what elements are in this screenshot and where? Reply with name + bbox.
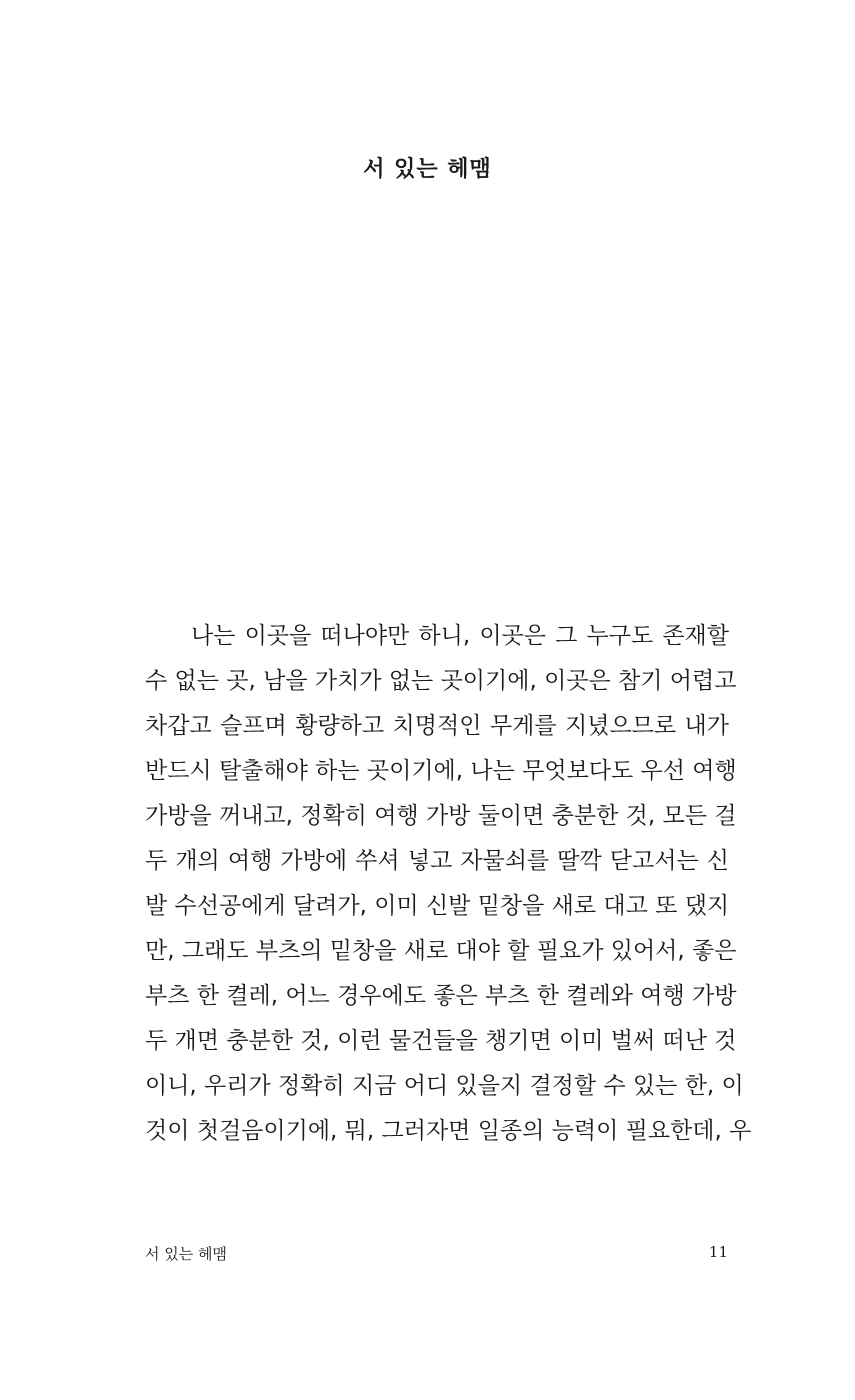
text-line: 두 개의 여행 가방에 쑤셔 넣고 자물쇠를 딸깍 닫고서는 신	[145, 848, 729, 874]
text-line: 만, 그래도 부츠의 밑창을 새로 대야 할 필요가 있어서, 좋은	[145, 938, 737, 964]
text-line: 반드시 탈출해야 하는 곳이기에, 나는 무엇보다도 우선 여행	[145, 758, 737, 784]
text-line: 부츠 한 켤레, 어느 경우에도 좋은 부츠 한 켤레와 여행 가방	[145, 983, 737, 1009]
text-line: 것이 첫걸음이기에, 뭐, 그러자면 일종의 능력이 필요한데, 우	[145, 1118, 752, 1144]
text-line: 두 개면 충분한 것, 이런 물건들을 챙기면 이미 벌써 떠난 것	[145, 1028, 737, 1054]
page-number: 11	[708, 1243, 728, 1261]
body-text	[145, 617, 752, 1157]
text-line: 발 수선공에게 달려가, 이미 신발 밑창을 새로 대고 또 댔지	[145, 893, 730, 919]
chapter-title: 서 있는 헤맴	[363, 156, 492, 182]
text-line: 차갑고 슬프며 황량하고 치명적인 무게를 지녔으므로 내가	[145, 713, 729, 739]
text-line: 나는 이곳을 떠나야만 하니, 이곳은 그 누구도 존재할	[191, 623, 729, 649]
text-line: 수 없는 곳, 남을 가치가 없는 곳이기에, 이곳은 참기 어렵고	[145, 668, 737, 694]
running-title: 서 있는 헤맴	[145, 1245, 227, 1263]
text-line: 이니, 우리가 정확히 지금 어디 있을지 결정할 수 있는 한, 이	[145, 1073, 744, 1099]
text-line: 가방을 꺼내고, 정확히 여행 가방 둘이면 충분한 것, 모든 걸	[145, 803, 737, 829]
